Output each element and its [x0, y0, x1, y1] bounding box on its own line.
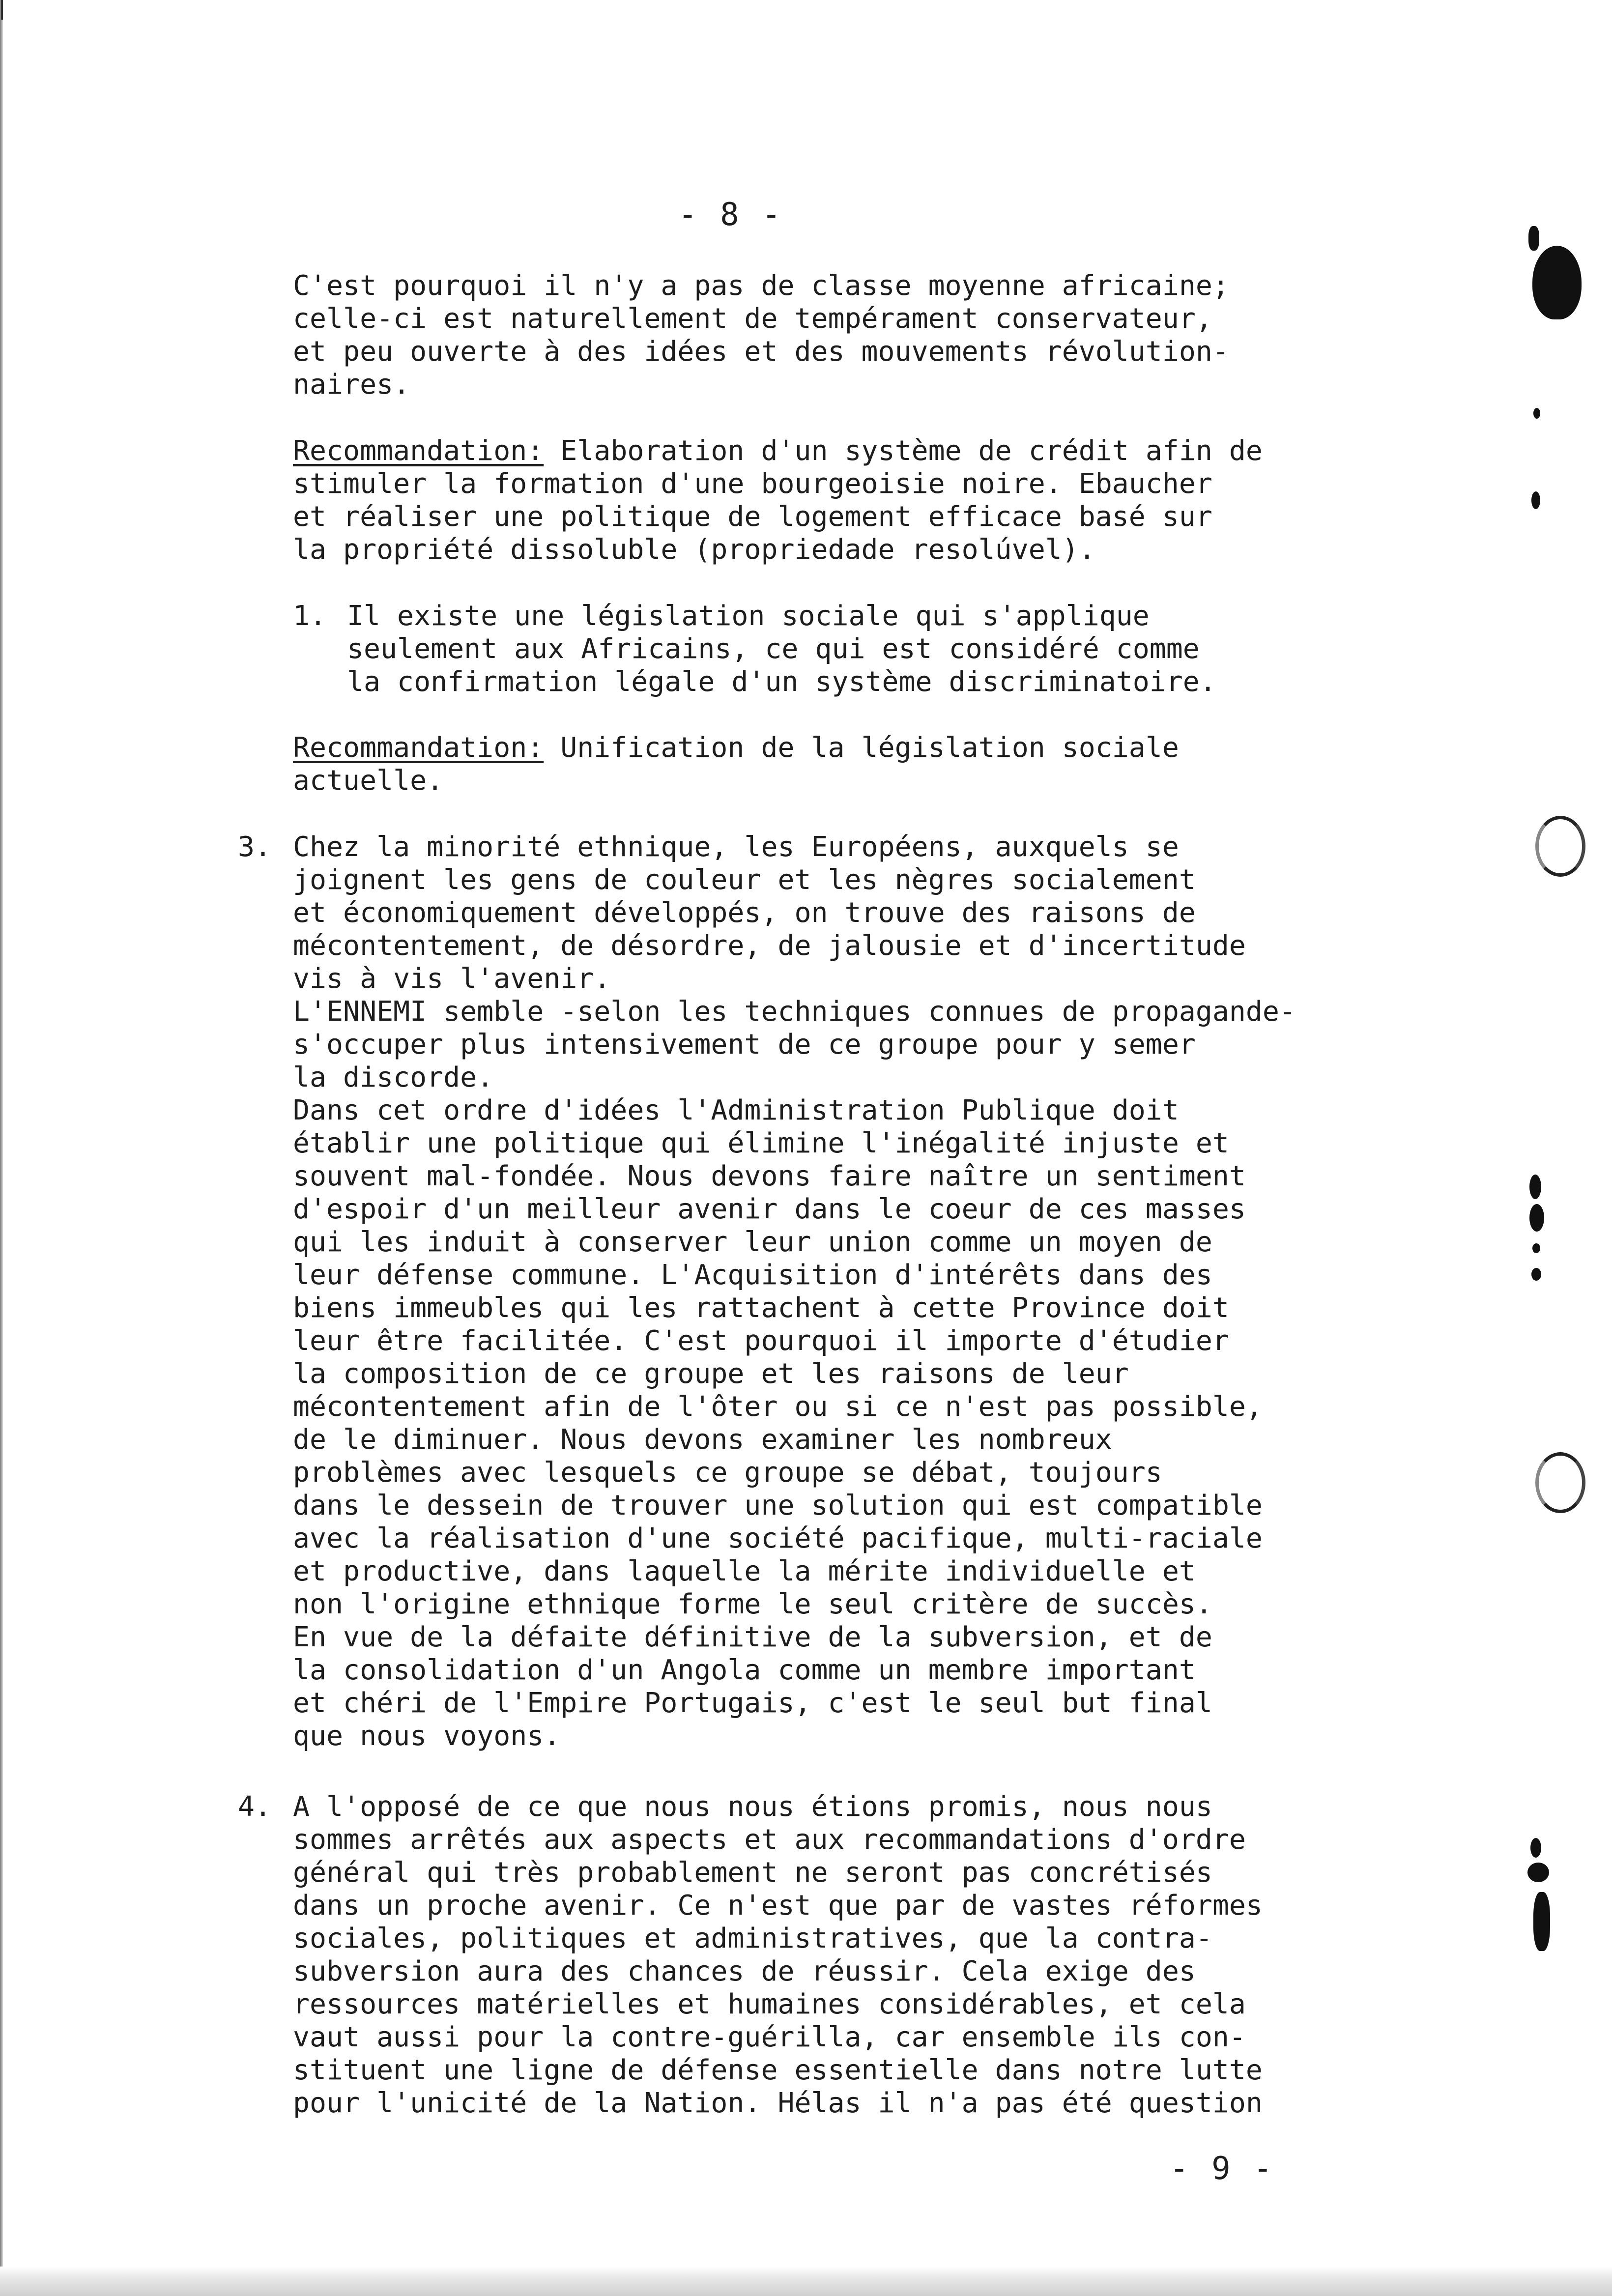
recommendation-text: Unification de la législation sociale actuelle.: [293, 732, 1179, 797]
item-text-4: A l'opposé de ce que nous nous étions promis, nous nous sommes arrêtés aux aspects et aux recommandations d'ordre général qui très probablement ne seront pas concrétisés dans un proche avenir. Ce n'est que par de vastes réformes sociales, politiques et administratives, que la contra- subversion aura des chances de réussir. Cela exige des ressources matérielles et humaines considérables, et cela vaut aussi pour la contre-guérilla, car ensemble ils con- stituent une ligne de défense essentielle dans notre lutte pour l'unicité de la Nation. Hélas il n'a pas été question: [293, 1791, 1263, 2119]
corner-mark: [1, 0, 8, 20]
punch-hole-lower: [1535, 1452, 1585, 1513]
page-number-top: - 8 -: [678, 197, 783, 233]
item-number-3: 3.: [238, 831, 272, 863]
item-text-3: Chez la minorité ethnique, les Européens, auxquels se joignent les gens de couleur et les nègres socialement et économiquement développés, on trouve des raisons de mécontentement, de désordre, de jalousie et d'incertitude vis à vis l'avenir. L'ENNEMI semble -selon les techniques connues de propagande- s'occuper plus intensivement de ce groupe pour y semer la discorde. Dans cet ordre d'idées l'Administration Publique doit établir une politique qui élimine l'inégalité injuste et souvent mal-fondée. Nous devons faire naître un sentiment d'espoir d'un meilleur avenir dans le coeur de ces masses qui les induit à conserver leur union comme un moyen de leur défense commune. L'Acquisition d'intérêts dans des biens immeubles qui les rattachent à cette Province doit leur être facilitée. C'est pourquoi il importe d'étudier la composition de ce groupe et les raisons de leur mécontentement afin de l'ôter ou si ce n'est pas possible, de le diminuer. Nous devons examiner les nombreux problèmes avec lesquels ce groupe se débat, toujours dans le dessein de trouver une solution qui est compatible avec la réalisation d'une société pacifique, multi-raciale et productive, dans laquelle la mérite individuelle et non l'origine ethnique forme le seul critère de succès. En vue de la défaite définitive de la subversion, et de la consolidation d'un Angola comme un membre important et chéri de l'Empire Portugais, c'est le seul but final que nous voyons.: [293, 831, 1296, 1752]
binder-mark: [1531, 1268, 1541, 1281]
binder-mark: [1529, 1204, 1544, 1232]
item-number-4: 4.: [238, 1791, 272, 1823]
punch-hole-upper: [1535, 816, 1585, 877]
binder-mark: [1533, 408, 1540, 419]
binder-mark: [1527, 1863, 1549, 1882]
page-number-bottom: - 9 -: [1170, 2151, 1274, 2187]
paragraph-middle-class: C'est pourquoi il n'y a pas de classe moyenne africaine; celle-ci est naturellement de tempérament conservateur, et peu ouverte à des idées et des mouvements révolution- naires.: [293, 270, 1229, 401]
recommendation-label: Recommandation:: [293, 732, 544, 764]
binder-mark: [1529, 1175, 1541, 1199]
item-text-1: Il existe une législation sociale qui s'applique seulement aux Africains, ce qui est considéré comme la confirmation légale d'un système discriminatoire.: [347, 600, 1216, 698]
recommendation-label: Recommandation:: [293, 435, 544, 467]
binder-mark-top: [1528, 226, 1539, 251]
binder-mark: [1533, 1892, 1550, 1951]
binder-mark: [1532, 1243, 1540, 1253]
page-left-edge: [0, 0, 3, 2296]
binder-mark: [1531, 491, 1540, 509]
recommendation-text: Elaboration d'un système de crédit afin de stimuler la formation d'une bourgeoisie noire. Ebaucher et réaliser une politique de logement efficace basé sur la propriété dissoluble (propriedade resolúvel).: [293, 435, 1263, 566]
binder-mark: [1530, 1838, 1541, 1858]
recommendation-credit: [293, 434, 1364, 566]
page-bottom-edge: [0, 2267, 1612, 2296]
item-number-1: 1.: [293, 600, 327, 632]
recommendation-legislation: [293, 731, 1364, 797]
binder-mark-top: [1532, 246, 1582, 319]
